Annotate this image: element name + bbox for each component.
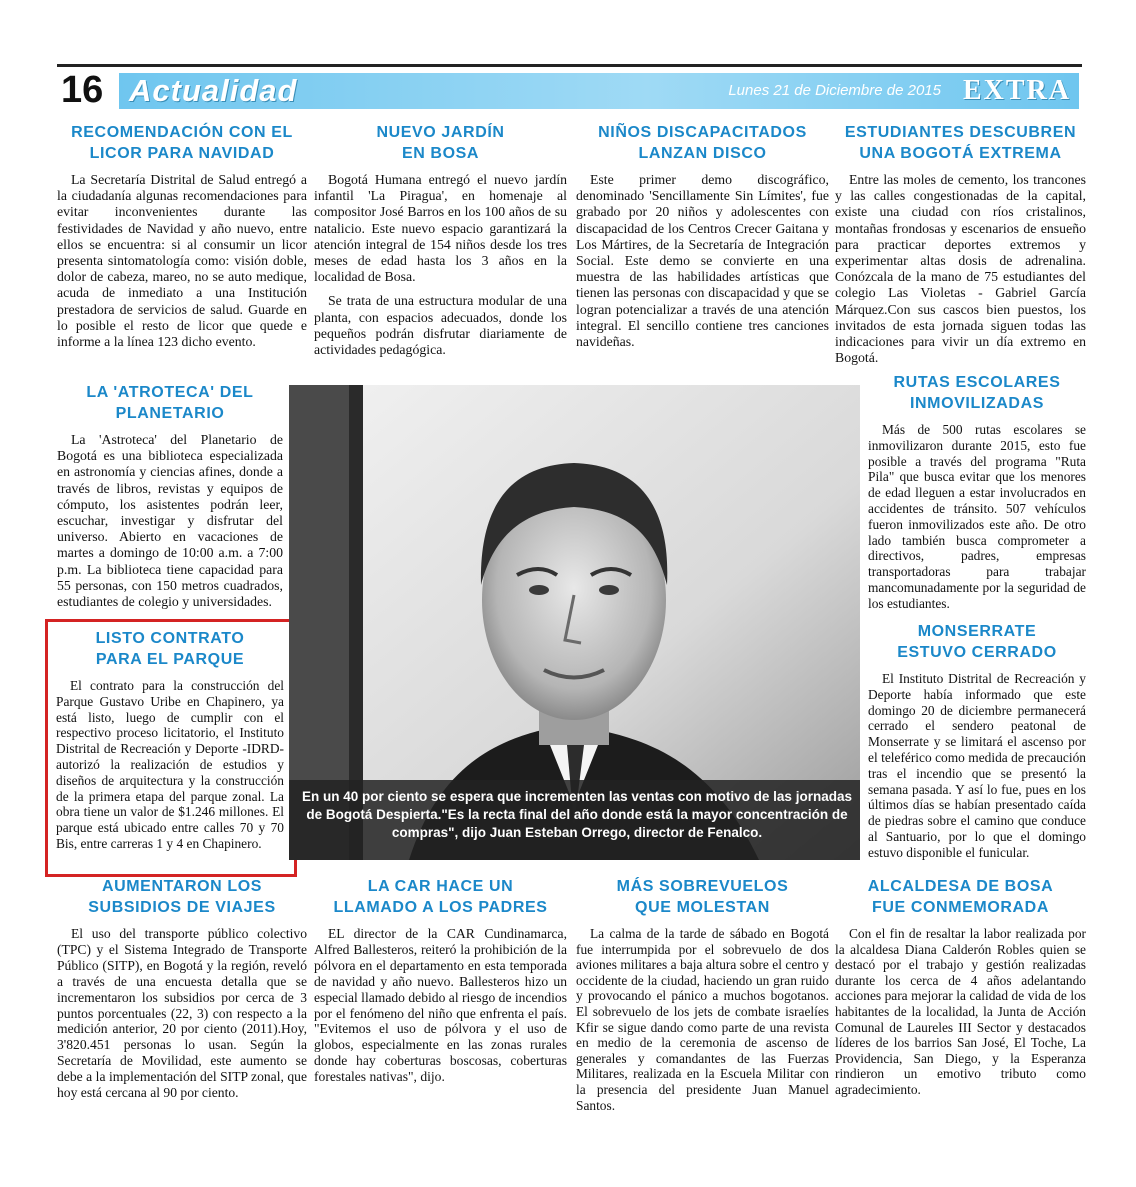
- article-headline: MÁS SOBREVUELOS QUE MOLESTAN: [616, 878, 789, 916]
- article-body: El uso del transporte público colectivo (TPC) y el Sistema Integrado de Transporte Público (SITP), en Bogotá y la región, reveló a través de una encuesta detalla que se incrementaron los subsidios por cerca de 3 puntos porcentuales (22, 3) con respecto a la medición anterior, 20 por ciento (2011).Hoy, 3'820.451 personas lo usan. Según la Secretaría de Movilidad, este aumento se debe a la implementación del SITP zonal, que hoy está cercana al 90 por ciento.: [57, 926, 307, 1101]
- article-headline: RUTAS ESCOLARES INMOVILIZADAS: [893, 374, 1061, 412]
- article-body: El Instituto Distrital de Recreación y Deporte había informado que este domingo 20 de diciembre permanecerá cerrado el sendero peatonal de Monserrate y se limitará el ascenso por el teleférico como medida de precaución tras el incendio que se presentó la semana pasada. Y así lo fue, pues en los últimos días se habían presentado caída de piedras sobre el camino que conduce al Santuario, por lo que el domingo estuvo disponible el funicular.: [868, 671, 1086, 860]
- article-headline: ALCALDESA DE BOSA FUE CONMEMORADA: [867, 878, 1054, 916]
- article-body: EL director de la CAR Cundinamarca, Alfred Ballesteros, reiteró la prohibición de la pólvora en el departamento en esta temporada de navidad y año nuevo. Ballesteros hizo un especial llamado debido al riesgo de incendios por el fenómeno del niño que enfrenta el país. "Evitemos el uso de pólvora y el uso de globos, especialmente en las zonas rurales donde hay coberturas boscosas, coberturas forestales nativas", dijo.: [314, 926, 567, 1085]
- article-monserrate: [868, 621, 1086, 861]
- section-band: [119, 73, 1079, 109]
- article-body: La calma de la tarde de sábado en Bogotá fue interrumpida por el sobrevuelo de dos aviones militares a baja altura sobre el centro y occidente de la ciudad, haciendo un gran ruido y provocando el pánico a muchos bogotanos. El sobrevuelo de los jets de combate israelíes Kfir se sigue dando como parte de una revista en medio de la ceremonia de ascenso de generales y comandantes de las Fuerzas Militares, realizada en la Escuela Militar con la presencia del presidente Juan Manuel Santos.: [576, 926, 829, 1113]
- photo-caption: En un 40 por ciento se espera que incrementen las ventas con motivo de las jornadas de Bogotá Despierta."Es la recta final del año donde está la mayor concentración de compras", dijo Juan Esteban Orrego, director de Fenalco.: [302, 789, 852, 840]
- article-car: [314, 876, 567, 1085]
- article-headline: NUEVO JARDÍN EN BOSA: [376, 124, 505, 162]
- article-estudiantes: [835, 122, 1086, 366]
- article-headline: ESTUDIANTES DESCUBREN UNA BOGOTÁ EXTREMA: [844, 124, 1077, 162]
- article-disco: [576, 122, 829, 350]
- article-alcaldesa: [835, 876, 1086, 1098]
- article-body: Entre las moles de cemento, los trancones y las calles congestionadas de la capital, existe una ciudad con ríos cristalinos, montañas frondosas y escenarios de ensueño para practicar deportes extremos y experimentar altas dosis de adrenalina. Conózcala de la mano de 75 estudiantes del colegio Las Violetas - Gabriel García Márquez.Con sus cascos bien puestos, los invitados de esta jornada siguen todas las indicaciones para vivir un día extremo en Bogotá.: [835, 172, 1086, 366]
- article-headline: RECOMENDACIÓN CON EL LICOR PARA NAVIDAD: [71, 124, 293, 162]
- article-body: Este primer demo discográfico, denominado 'Sencillamente Sin Límites', fue grabado por 20 niños y adolescentes con discapacidad de los Centros Crecer Gaitana y Los Mártires, de la Secretaría de Integración Social. Este demo se convierte en una muestra de las habilidades artísticas que tienen las personas con discapacidad y que se logran potencializar a través de una atención integral. El sencillo contiene tres canciones navideñas.: [576, 172, 829, 350]
- article-body: La Secretaría Distrital de Salud entregó a la ciudadanía algunas recomendaciones para evitar inconvenientes durante las festividades de Navidad y año nuevo, entre ellos se encuentra: si al consumir un licor presenta sintomatología como: visión doble, dolor de cabeza, mareo, no se auto medique, acuda de inmediato a una Institución prestadora de servicios de salud. Guarde en lo posible el resto de licor que quede e informe a la línea 123 dicho evento.: [57, 172, 307, 350]
- article-subsidios: [57, 876, 307, 1101]
- article-body: Con el fin de resaltar la labor realizada por la alcaldesa Diana Calderón Robles quien se destacó por el trabajo y gestión realizadas durante los cerca de 4 años adelantando acciones para mejorar la calidad de vida de los habitantes de la localidad, la Junta de Acción Comunal de Laureles III Sector y destacados líderes de los barrios San José, El Toche, La Providencia, San Diego, y la Esperanza rindieron un emotivo tributo como agradecimiento.: [835, 926, 1086, 1097]
- newspaper-logo: EXTRA: [962, 75, 1071, 106]
- article-headline: LA 'ATROTECA' DEL PLANETARIO: [86, 384, 254, 422]
- section-name: Actualidad: [129, 73, 298, 108]
- article-headline: LA CAR HACE UN LLAMADO A LOS PADRES: [333, 878, 548, 916]
- article-rutas: [868, 372, 1086, 612]
- article-headline: AUMENTARON LOS SUBSIDIOS DE VIAJES: [88, 878, 276, 916]
- article-licor: [57, 122, 307, 350]
- article-parque: [56, 628, 284, 852]
- article-body: Más de 500 rutas escolares se inmovilizaron durante 2015, esto fue posible a través del programa "Ruta Pila" que busca evitar que los menores de edad lleguen a estar involucrados en accidentes de tránsito. 507 vehículos fueron inmovilizados este año. De otro lado también busca comprometer a directivos, padres, empresas transportadoras para trabajar mancomunadamente por la seguridad de los estudiantes.: [868, 422, 1086, 611]
- article-body: Bogotá Humana entregó el nuevo jardín infantil 'La Piragua', en homenaje al compositor José Barros en los 100 años de su natalicio. Este nuevo espacio garantizará la atención integral de 154 niños desde los tres meses de edad hasta los 3 años en la localidad de Bosa.: [314, 172, 567, 285]
- issue-date: Lunes 21 de Diciembre de 2015: [728, 82, 941, 99]
- article-body: El contrato para la construcción del Parque Gustavo Uribe en Chapinero, ya está listo, luego de cumplir con el respectivo proceso licitatorio, el Instituto Distrital de Recreación y Deporte -IDRD- autorizó la realización de estudios y diseños de arquitectura y la construcción de la primera etapa del parque zonal. La obra tiene un valor de $1.246 millones. El parque está ubicado entre calles 70 y 70 Bis, entre carreras 1 y 4 en Chapinero.: [56, 678, 284, 851]
- article-body: La 'Astroteca' del Planetario de Bogotá es una biblioteca especializada en astronomía y ciencias afines, donde a través de libros, revistas y equipos de cómputo, los asistentes podrán leer, escuchar, investigar y disfrutar del universo. Abierto en vacaciones de martes a domingo de 10:00 a.m. a 7:00 p.m. La biblioteca tiene capacidad para 55 personas, con 150 metros cuadrados, estudiantes de colegio y universidades.: [57, 432, 283, 610]
- article-sobrevuelos: [576, 876, 829, 1113]
- article-atroteca: [57, 382, 283, 610]
- article-jardin: [314, 122, 567, 358]
- article-headline: MONSERRATE ESTUVO CERRADO: [897, 623, 1057, 661]
- article-headline: LISTO CONTRATO PARA EL PARQUE: [95, 630, 245, 668]
- article-body-2: Se trata de una estructura modular de una planta, con espacios adecuados, donde los pequeños podrán disfrutar diariamente de actividades pedagógica.: [314, 293, 567, 358]
- article-headline: NIÑOS DISCAPACITADOS LANZAN DISCO: [598, 124, 807, 162]
- page-header: [57, 64, 1082, 113]
- page-number: 16: [61, 69, 104, 111]
